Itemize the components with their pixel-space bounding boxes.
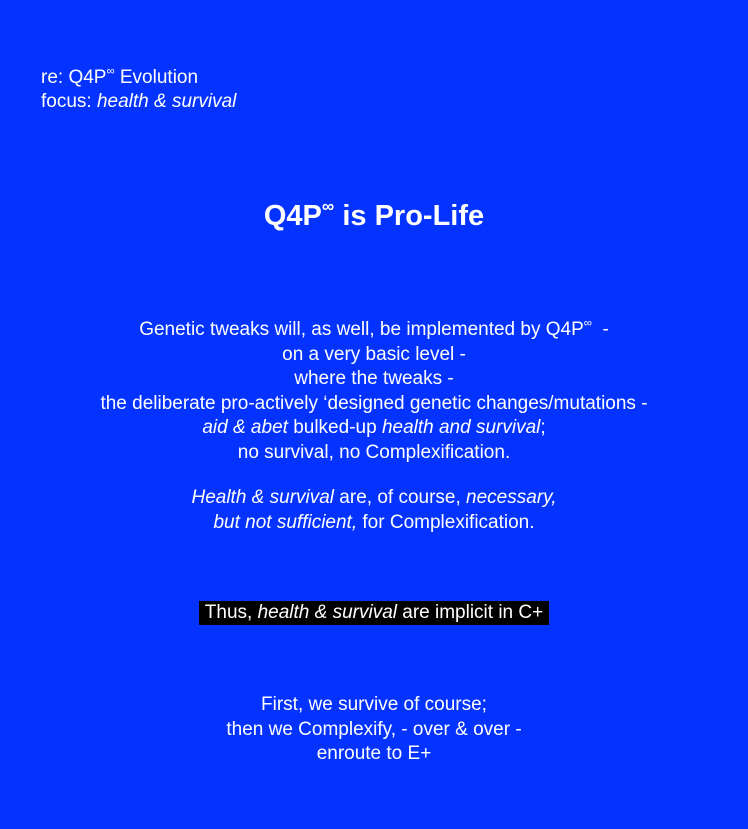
page-title	[0, 195, 748, 234]
title-sup: ∞	[321, 195, 335, 216]
highlight-statement	[199, 601, 549, 625]
p2-line2	[0, 511, 748, 536]
p1-line3: where the tweaks -	[294, 368, 454, 389]
p2-line2-end: for Complexification.	[357, 511, 535, 533]
closing-block	[0, 693, 748, 767]
header-re-prefix: re: Q4P	[41, 67, 107, 88]
p2-line2-italic: but not sufficient,	[213, 511, 358, 533]
p1-line1-suffix: -	[591, 319, 609, 340]
highlight-prefix: Thus,	[204, 602, 258, 623]
highlight-block	[0, 601, 748, 626]
header-re-suffix: Evolution	[114, 67, 199, 88]
p2-line1-mid: are, of course,	[334, 487, 467, 508]
header-re-line	[41, 66, 236, 90]
p1-line1-prefix: Genetic tweaks will, as well, be implemented by Q4P	[139, 319, 584, 340]
closing-line1: First, we survive of course;	[261, 694, 487, 715]
title-suffix: is Pro-Life	[334, 200, 485, 232]
p1-line1	[0, 318, 748, 343]
p1-line5-end: ;	[540, 417, 546, 438]
header-re-sup: ∞	[106, 65, 115, 78]
header-focus-line	[41, 90, 236, 114]
p1-line5-italic2: health and survival	[381, 417, 541, 438]
p1-line1-sup: ∞	[583, 317, 592, 330]
p1-line4: the deliberate pro-actively ‘designed genetic changes/mutations -	[100, 392, 648, 414]
paragraph-genetic-tweaks	[0, 318, 748, 465]
p1-line5-italic1: aid & abet	[202, 417, 288, 438]
p1-line6: no survival, no Complexification.	[237, 441, 511, 463]
highlight-italic: health & survival	[257, 602, 397, 623]
title-prefix: Q4P	[263, 200, 322, 232]
p2-line1-italic2: necessary,	[466, 487, 557, 508]
header-focus-italic: health & survival	[96, 91, 237, 112]
p1-line2: on a very basic level -	[282, 343, 466, 365]
header-block	[41, 66, 236, 114]
paragraph-health-survival	[0, 486, 748, 535]
p2-line1	[0, 486, 748, 511]
closing-line3: enroute to E+	[316, 743, 432, 764]
p1-line5	[0, 416, 748, 441]
p1-line5-mid: bulked-up	[287, 417, 382, 438]
header-focus-prefix: focus:	[41, 91, 97, 112]
closing-line2: then we Complexify, - over & over -	[226, 718, 522, 740]
p2-line1-italic1: Health & survival	[191, 487, 335, 508]
highlight-suffix: are implicit in C+	[396, 602, 544, 623]
